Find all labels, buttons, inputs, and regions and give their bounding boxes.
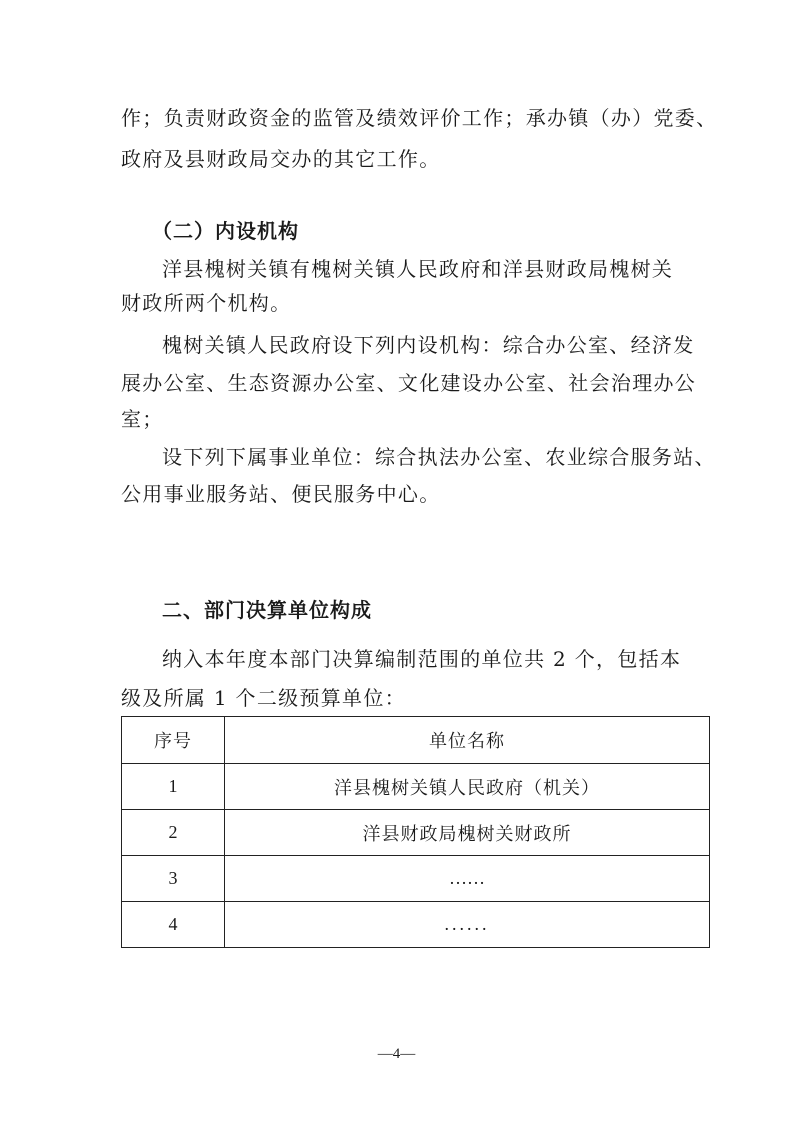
table-header-row [122, 717, 710, 764]
body-text-line: 槐树关镇人民政府设下列内设机构：综合办公室、经济发 [162, 333, 695, 357]
row-seq: 1 [122, 764, 225, 810]
header-unit-name: 单位名称 [225, 717, 710, 764]
body-text-line: 公用事业服务站、便民服务中心。 [121, 482, 441, 506]
body-text-line: 政府及县财政局交办的其它工作。 [121, 147, 441, 171]
header-seq: 序号 [122, 717, 225, 764]
body-text-line: 洋县槐树关镇有槐树关镇人民政府和洋县财政局槐树关 [162, 257, 674, 281]
row-unit-name: …… [225, 856, 710, 902]
row-unit-name: 洋县槐树关镇人民政府（机关） [225, 764, 710, 810]
table-row [122, 810, 710, 856]
body-text-line: 室； [121, 407, 164, 431]
units-table [121, 716, 710, 948]
body-text-line: 作；负责财政资金的监管及绩效评价工作；承办镇（办）党委、 [121, 106, 718, 130]
row-unit-name: ...... [225, 902, 710, 948]
section-heading: 二、部门决算单位构成 [162, 598, 372, 622]
row-seq: 2 [122, 810, 225, 856]
body-text-line: 设下列下属事业单位：综合执法办公室、农业综合服务站、 [162, 445, 716, 469]
row-unit-name: 洋县财政局槐树关财政所 [225, 810, 710, 856]
row-seq: 3 [122, 856, 225, 902]
body-text-line: 纳入本年度本部门决算编制范围的单位共 2 个，包括本 [162, 647, 682, 671]
table-row [122, 856, 710, 902]
body-text-line: 展办公室、生态资源办公室、文化建设办公室、社会治理办公 [121, 371, 697, 395]
subsection-heading: （二）内设机构 [152, 219, 299, 243]
table-row [122, 764, 710, 810]
body-text-line: 财政所两个机构。 [121, 291, 292, 315]
page-number: —4— [377, 1046, 416, 1062]
row-seq: 4 [122, 902, 225, 948]
table-row [122, 902, 710, 948]
body-text-line: 级及所属 1 个二级预算单位： [121, 686, 406, 710]
